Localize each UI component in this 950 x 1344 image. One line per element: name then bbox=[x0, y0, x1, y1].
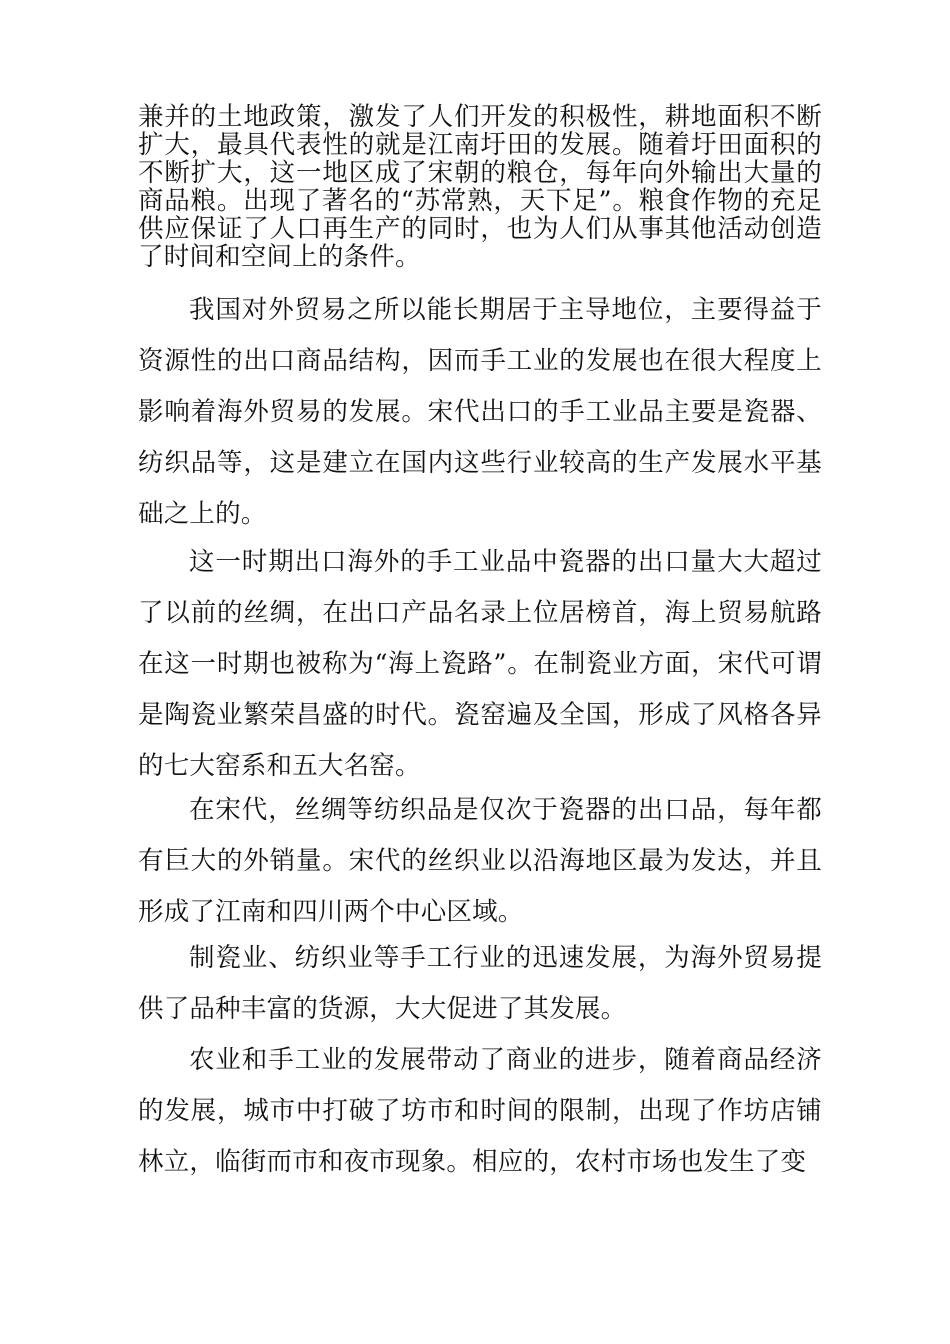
paragraph-3: 这一时期出口海外的手工业品中瓷器的出口量大大超过了以前的丝绸，在出口产品名录上位居榜首，海上贸易航路在这一时期也被称为“海上瓷路”。在制瓷业方面，宋代可谓是陶瓷业繁荣昌盛的时代。瓷窑遍及全国，形成了风格各异的七大窑系和五大名窑。 bbox=[138, 547, 822, 781]
paragraph-2: 我国对外贸易之所以能长期居于主导地位，主要得益于资源性的出口商品结构，因而手工业的发展也在很大程度上影响着海外贸易的发展。宋代出口的手工业品主要是瓷器、纺织品等，这是建立在国内这些行业较高的生产发展水平基础之上的。 bbox=[138, 295, 822, 529]
paragraph-5: 制瓷业、纺织业等手工行业的迅速发展，为海外贸易提供了品种丰富的货源，大大促进了其发展。 bbox=[138, 943, 822, 1024]
paragraph-4: 在宋代，丝绸等纺织品是仅次于瓷器的出口品，每年都有巨大的外销量。宋代的丝织业以沿海地区最为发达，并且形成了江南和四川两个中心区域。 bbox=[138, 795, 822, 927]
paragraph-6: 农业和手工业的发展带动了商业的进步，随着商品经济的发展，城市中打破了坊市和时间的限制，出现了作坊店铺林立，临街而市和夜市现象。相应的，农村市场也发生了变 bbox=[138, 1045, 822, 1177]
paragraph-1: 兼并的土地政策，激发了人们开发的积极性，耕地面积不断扩大，最具代表性的就是江南圩田的发展。随着圩田面积的不断扩大，这一地区成了宋朝的粮仓，每年向外输出大量的商品粮。出现了著名的“苏常熟，天下足”。粮食作物的充足供应保证了人口再生产的同时，也为人们从事其他活动创造了时间和空间上的条件。 bbox=[138, 102, 822, 272]
